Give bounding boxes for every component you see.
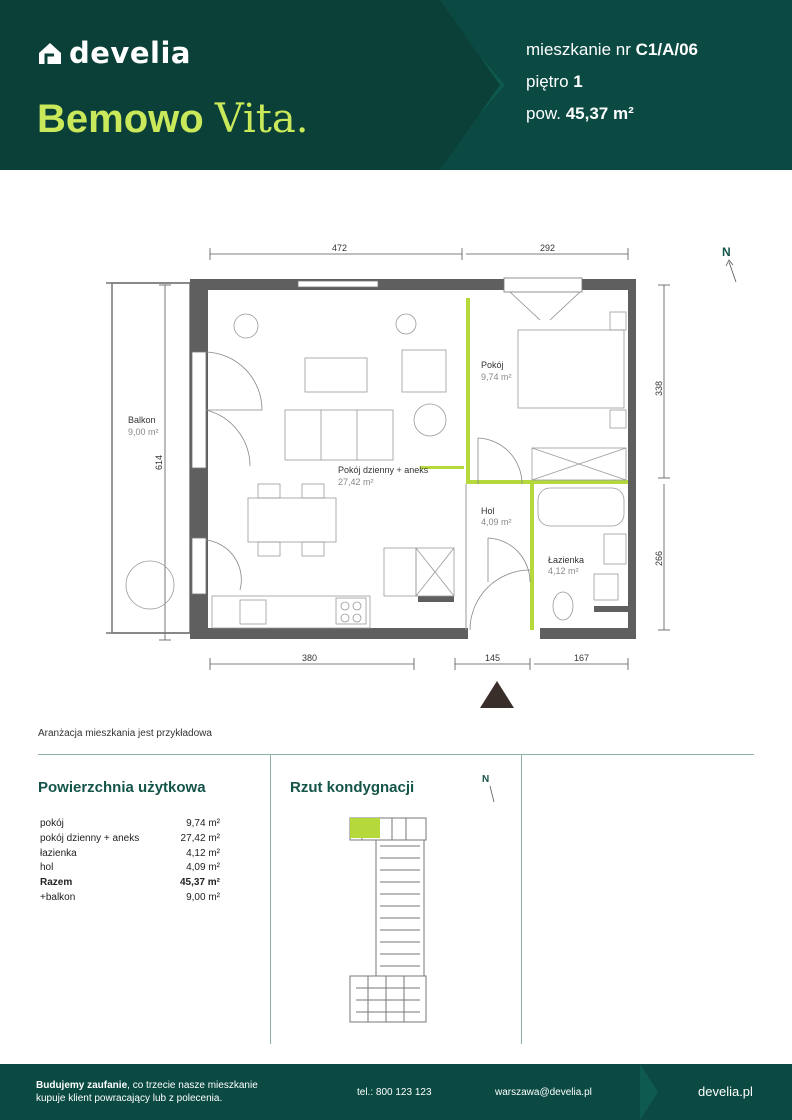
logo-text: develia <box>69 36 191 70</box>
area-balkon: 9,00 m² <box>128 427 159 437</box>
area-row-total <box>40 876 220 891</box>
area-table <box>40 817 220 906</box>
footer-chevron-decor <box>640 1064 658 1120</box>
area-row-label: pokój dzienny + aneks <box>40 832 140 844</box>
internal-walls <box>420 298 628 630</box>
dim-top-left: 472 <box>332 243 348 253</box>
area-row-value: 9,00 m² <box>186 891 220 903</box>
dim-right-top: 338 <box>654 380 664 396</box>
project-name <box>37 96 308 142</box>
usable-area-title: Powierzchnia użytkowa <box>38 779 206 796</box>
area-row-label: pokój <box>40 818 64 829</box>
apartment-area-value: 45,37 m² <box>565 104 634 123</box>
area-row <box>40 847 220 862</box>
area-row-label: Razem <box>40 877 73 889</box>
area-row-value: 27,42 m² <box>180 832 220 844</box>
dim-bottom-left: 380 <box>302 653 318 663</box>
label-dzienny: Pokój dzienny + aneks <box>338 465 429 475</box>
apartment-floor <box>526 72 583 92</box>
header-chevron-band <box>440 0 500 170</box>
apartment-number-value: C1/A/06 <box>635 40 698 59</box>
apartment-floor-value: 1 <box>573 72 583 91</box>
area-row <box>40 832 220 847</box>
svg-text:N: N <box>482 774 490 785</box>
area-row-value: 9,74 m² <box>186 818 220 829</box>
apartment-area <box>526 104 634 124</box>
header-band <box>0 0 440 170</box>
area-row-value: 45,37 m² <box>179 877 220 889</box>
label-pokoj: Pokój <box>481 360 504 370</box>
area-row-label: łazienka <box>40 847 77 859</box>
label-hol: Hol <box>481 506 495 516</box>
dim-top-right: 292 <box>540 243 556 253</box>
floor-plan-title: Rzut kondygnacji <box>290 779 415 796</box>
area-row <box>40 891 220 906</box>
apartment-floor-label: piętro <box>526 72 569 91</box>
phone-link[interactable]: tel.: 800 123 123 <box>357 1087 432 1098</box>
dimension-labels <box>154 243 664 663</box>
area-row <box>40 861 220 876</box>
area-row-label: hol <box>40 862 54 874</box>
svg-text:N: N <box>722 245 731 259</box>
arrangement-note: Aranżacja mieszkania jest przykładowa <box>38 728 212 739</box>
column-divider-1 <box>270 754 271 1044</box>
develia-logo <box>37 36 191 70</box>
building-key-plan <box>340 770 510 1030</box>
area-row-value: 4,09 m² <box>186 862 220 874</box>
website-link[interactable]: develia.pl <box>698 1084 753 1099</box>
area-pokoj: 9,74 m² <box>481 372 512 382</box>
balcony <box>106 283 190 633</box>
area-row-value: 4,12 m² <box>186 847 220 859</box>
project-name-serif: Vita. <box>214 96 309 142</box>
area-lazienka: 4,12 m² <box>548 566 579 576</box>
tagline-bold: Budujemy zaufanie <box>36 1080 128 1091</box>
tagline-line2: kupuje klient powracający lub z polecenia. <box>36 1093 223 1104</box>
house-logo-icon <box>37 40 63 66</box>
footer-tagline <box>36 1079 258 1105</box>
doors <box>206 292 580 630</box>
dim-left: 614 <box>154 454 164 470</box>
column-divider-2 <box>521 754 522 1044</box>
walls <box>190 279 636 639</box>
area-dzienny: 27,42 m² <box>338 477 374 487</box>
north-arrow-icon <box>722 245 736 282</box>
area-row <box>40 817 220 832</box>
entrance-marker-icon <box>480 681 514 708</box>
email-link[interactable]: warszawa@develia.pl <box>495 1087 592 1098</box>
area-row-label: +balkon <box>40 891 76 903</box>
area-hol: 4,09 m² <box>481 517 512 527</box>
apartment-number <box>526 40 698 60</box>
floor-plan <box>100 230 760 720</box>
label-balkon: Balkon <box>128 415 156 425</box>
apartment-highlight <box>350 818 380 838</box>
apartment-number-label: mieszkanie nr <box>526 40 631 59</box>
apartment-area-label: pow. <box>526 104 561 123</box>
tagline-rest: , co trzecie nasze mieszkanie <box>127 1080 258 1091</box>
header-banner <box>0 0 792 170</box>
project-name-bold: Bemowo <box>37 97 204 141</box>
dim-bottom-right: 167 <box>574 653 590 663</box>
section-divider <box>38 754 754 755</box>
north-arrow-small-icon <box>482 774 494 802</box>
label-lazienka: Łazienka <box>548 555 585 565</box>
dim-bottom-mid: 145 <box>485 653 501 663</box>
footer <box>0 1064 792 1120</box>
dim-right-bottom: 266 <box>654 550 664 566</box>
